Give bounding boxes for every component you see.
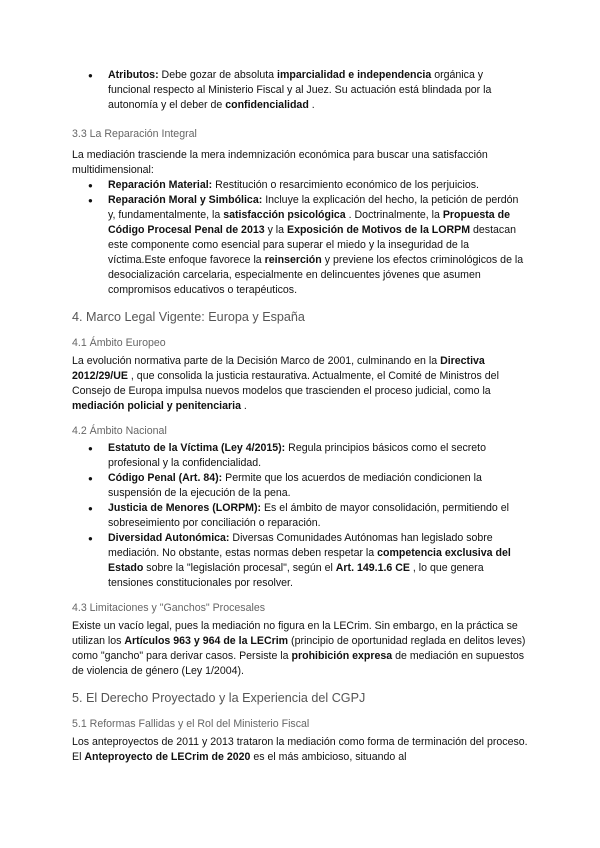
list-item-justicia-menores: ● Justicia de Menores (LORPM): Es el ámbito de mayor consolidación, permitiendo el sobreseimiento por conciliación o reparación. [108, 501, 528, 531]
attributes-list [72, 68, 528, 113]
section-heading-4: 4. Marco Legal Vigente: Europa y España [72, 310, 305, 324]
list-item-reparacion-moral: ● Reparación Moral y Simbólica: Incluye la explicación del hecho, la petición de perdón y, fundamentalmente, la satisfacción psicológica . Doctrinalmente, la Propuesta de Código Procesal Penal de 2013 y la Exposición de Motivos de la LORPM destacan este componente como esencial para superar el miedo y la inseguridad de la víctima.Este enfoque favorece la reinserción y previene los efectos criminológicos de la desocialización carcelaria, especialmente en delincuentes jóvenes que asumen compromisos educativos o terapéuticos. [108, 193, 528, 298]
section-heading-4-1: 4.1 Ámbito Europeo [72, 337, 166, 349]
section-heading-4-2: 4.2 Ámbito Nacional [72, 425, 167, 437]
section-heading-4-3: 4.3 Limitaciones y "Ganchos" Procesales [72, 602, 266, 614]
list-item-codigo-penal: ● Código Penal (Art. 84): Permite que los acuerdos de mediación condicionen la suspensión de la ejecución de la pena. [108, 471, 528, 501]
list-item-atributos: ● Atributos: Debe gozar de absoluta imparcialidad e independencia orgánica y funcional respecto al Ministerio Fiscal y al Juez. Su actuación está blindada por la autonomía y el deber de confidencialidad . [108, 68, 528, 113]
section-heading-5: 5. El Derecho Proyectado y la Experiencia del CGPJ [72, 691, 366, 705]
ambito-nacional-list [72, 441, 528, 591]
section-heading-5-1: 5.1 Reformas Fallidas y el Rol del Ministerio Fiscal [72, 718, 310, 730]
paragraph-ambito-europeo: La evolución normativa parte de la Decisión Marco de 2001, culminando en la Directiva 2012/29/UE , que consolida la justicia restaurativa. Actualmente, el Comité de Ministros del Consejo de Europa impulsa nuevos modelos que trascienden el proceso judicial, como la mediación policial y penitenciaria . [72, 355, 499, 412]
list-item-reparacion-material: ● Reparación Material: Restitución o resarcimiento económico de los perjuicios. [108, 178, 528, 193]
paragraph-reformas-fallidas: Los anteproyectos de 2011 y 2013 trataron la mediación como forma de terminación del proceso. El Anteproyecto de LECrim de 2020 es el más ambicioso, situando al [72, 736, 528, 763]
section-heading-3-3: 3.3 La Reparación Integral [72, 128, 197, 140]
list-item-diversidad-autonomica: ● Diversidad Autonómica: Diversas Comunidades Autónomas han legislado sobre mediación. No obstante, estas normas deben respetar la competencia exclusiva del Estado sobre la "legislación procesal", según el Art. 149.1.6 CE , lo que genera tensiones constitucionales por resolver. [108, 531, 528, 591]
paragraph-limitaciones: Existe un vacío legal, pues la mediación no figura en la LECrim. Sin embargo, en la práctica se utilizan los Artículos 963 y 964 de la LECrim (principio de oportunidad reglada en delitos leves) como "gancho" para derivar casos. Persiste la prohibición expresa de mediación en supuestos de violencia de género (Ley 1/2004). [72, 620, 526, 677]
paragraph-reparacion-intro: La mediación trasciende la mera indemnización económica para buscar una satisfacción multidimensional: [72, 149, 488, 176]
reparacion-list [72, 178, 528, 298]
list-item-estatuto-victima: ● Estatuto de la Víctima (Ley 4/2015): Regula principios básicos como el secreto profesional y la confidencialidad. [108, 441, 528, 471]
